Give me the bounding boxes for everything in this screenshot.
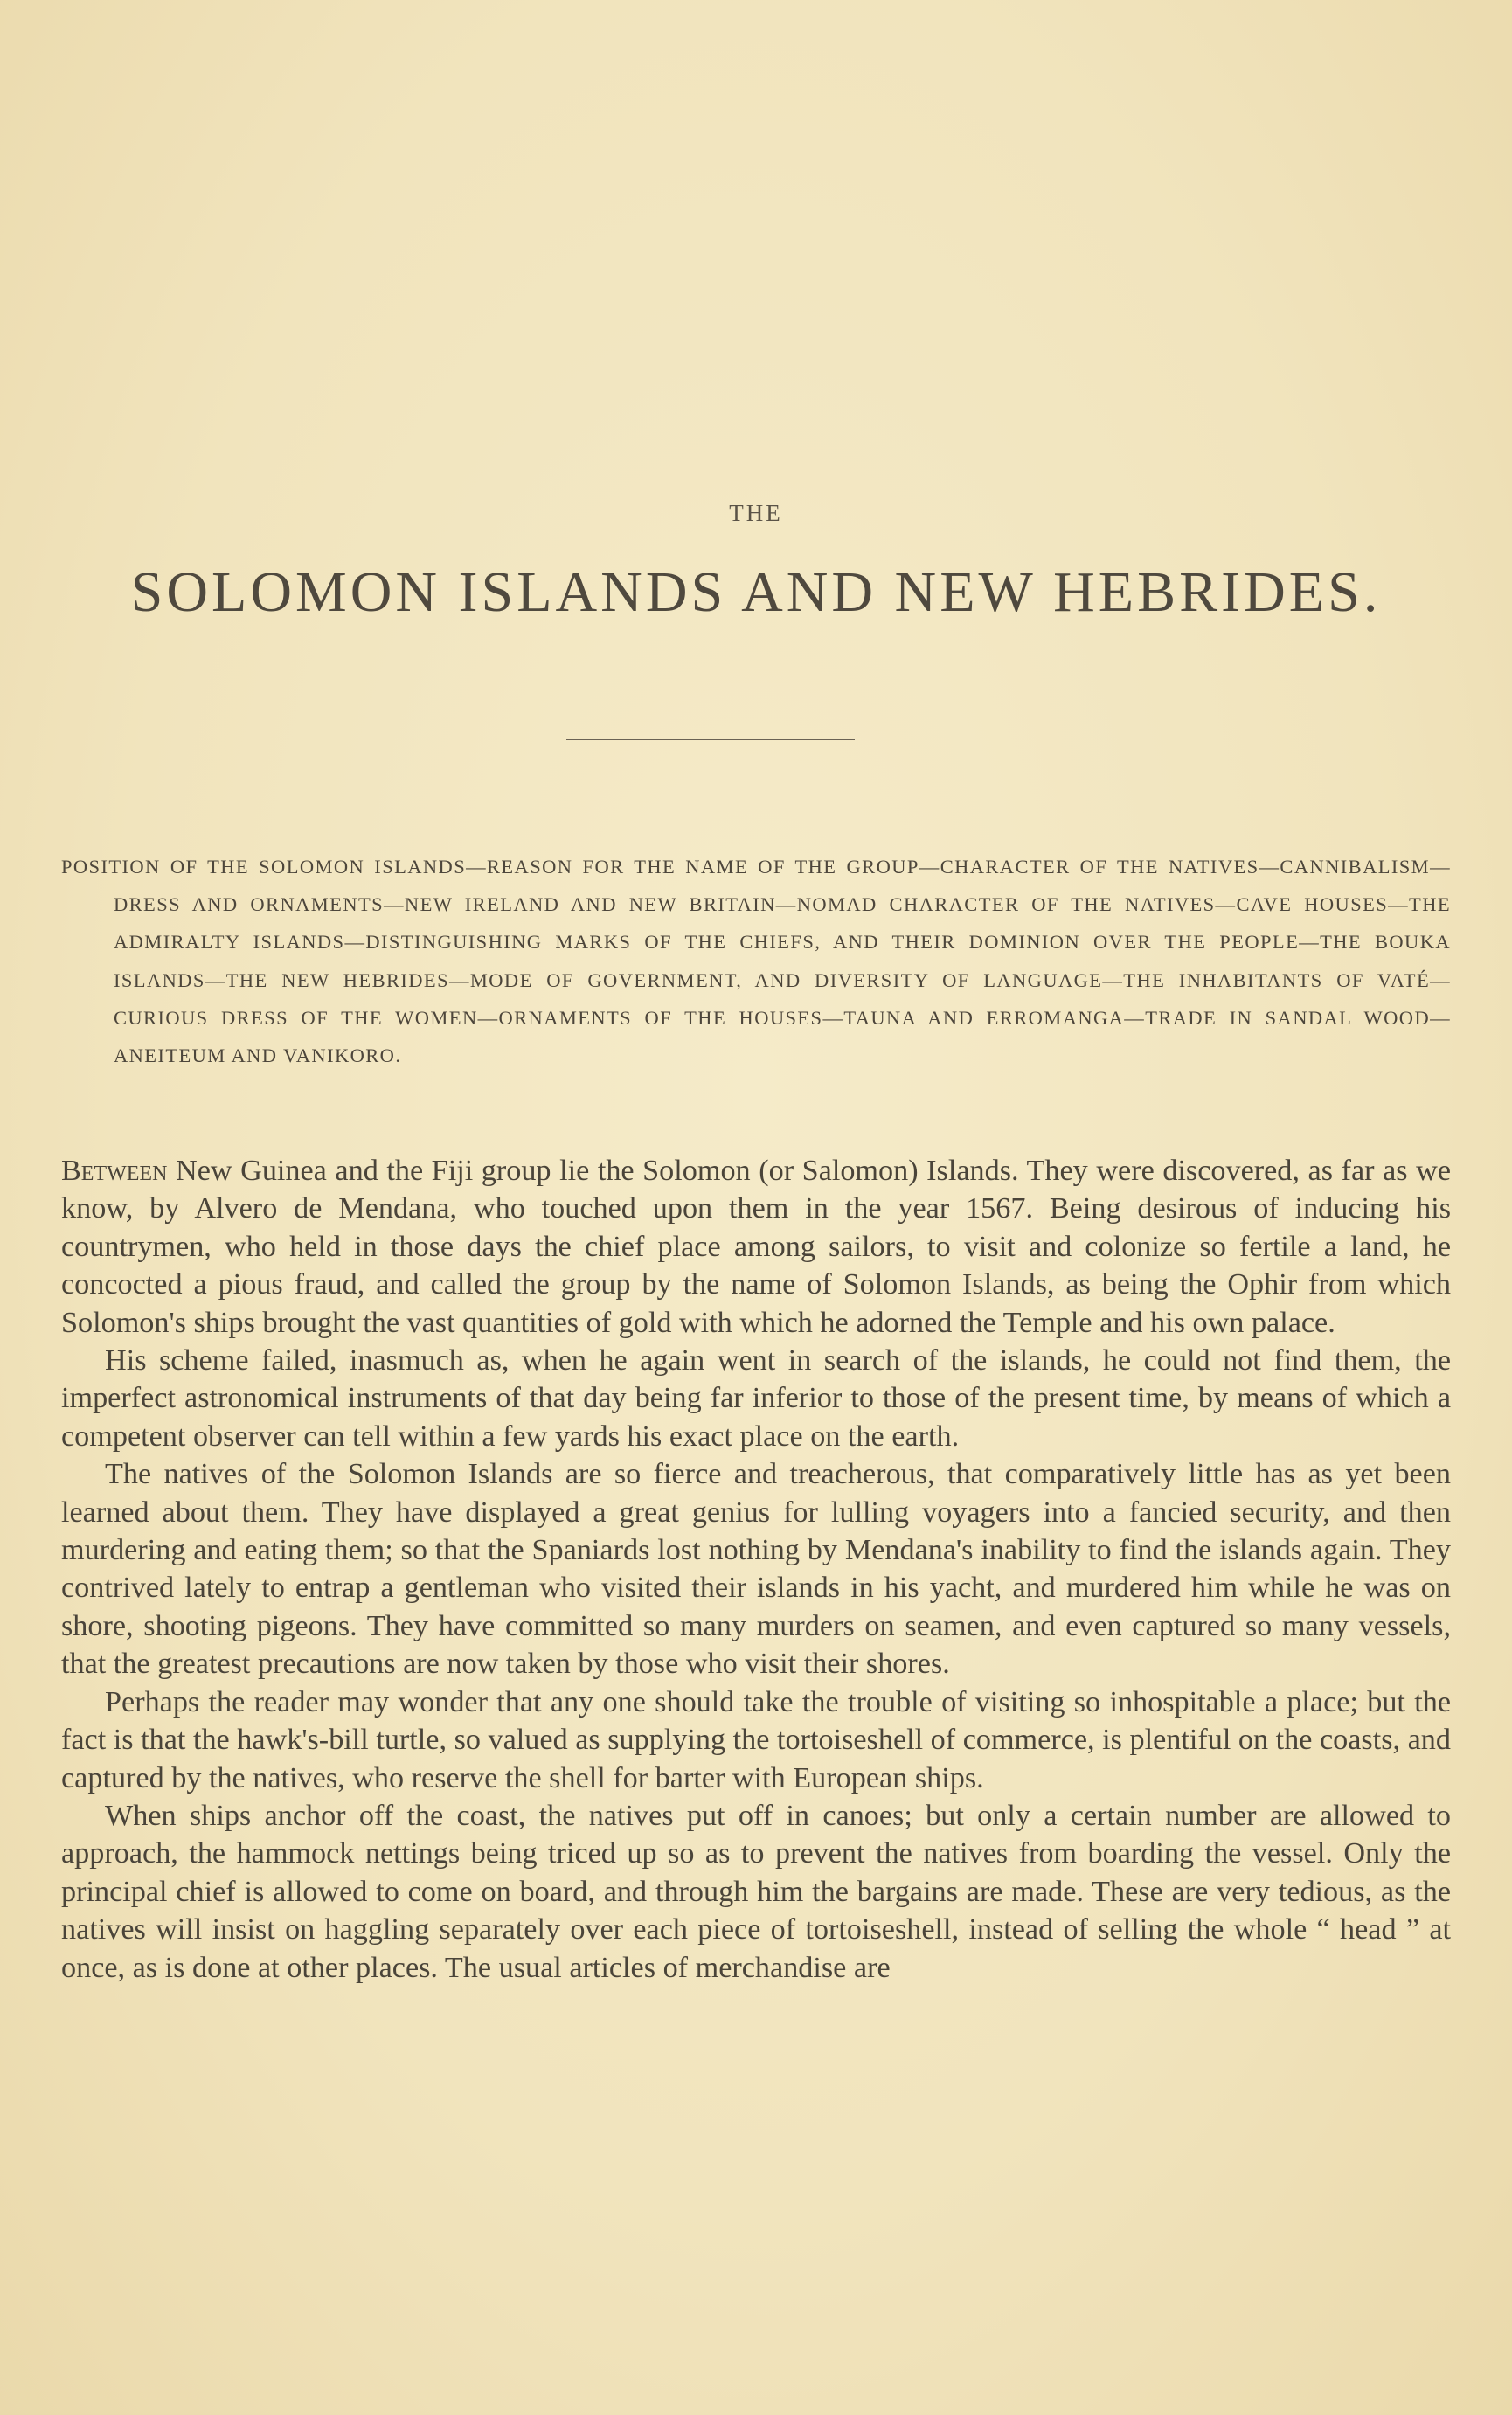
- paragraph-1-text: New Guinea and the Fiji group lie the Solomon (or Salomon) Islands. They were discovered, as far as we know, by Alvero de Mendana, who touched upon them in the year 1567. Being desirous of inducing his countrymen, who held in those days the chief place among sailors, to visit and colonize so fertile a land, he concocted a pious fraud, and called the group by the name of Solomon Islands, as being the Ophir from which Solomon's ships brought the vast quantities of gold with which he adorned the Temple and his own palace.: [61, 1155, 1451, 1339]
- chapter-synopsis: [61, 848, 1451, 1074]
- body-text: [61, 1152, 1451, 1987]
- lead-word: Between: [61, 1155, 168, 1187]
- title-rule: [566, 739, 855, 740]
- paragraph-1: [61, 1152, 1451, 1342]
- paragraph-2: His scheme failed, inasmuch as, when he again went in search of the islands, he could not find them, the imperfect astronomical instruments of that day being far inferior to those of the present time, by means of which a competent observer can tell within a few yards his exact place on the earth.: [61, 1344, 1451, 1453]
- paragraph-3: The natives of the Solomon Islands are so fierce and treacherous, that comparatively little has as yet been learned about them. They have displayed a great genius for lulling voyagers into a fancied security, and then murdering and eating them; so that the Spaniards lost nothing by Mendana's inability to find the islands again. They contrived lately to entrap a gentleman who visited their islands in his yacht, and murdered him while he was on shore, shooting pigeons. They have committed so many murders on seamen, and even captured so many vessels, that the greatest precautions are now taken by those who visit their shores.: [61, 1458, 1451, 1681]
- synopsis-text: POSITION OF THE SOLOMON ISLANDS—REASON FOR THE NAME OF THE GROUP—CHARACTER OF THE NATIVES—CANNIBALISM—DRESS AND ORNAMENTS—NEW IRELAND AND NEW BRITAIN—NOMAD CHARACTER OF THE NATIVES—CAVE HOUSES—THE ADMIRALTY ISLANDS—DISTINGUISHING MARKS OF THE CHIEFS, AND THEIR DOMINION OVER THE PEOPLE—THE BOUKA ISLANDS—THE NEW HEBRIDES—MODE OF GOVERNMENT, AND DIVERSITY OF LANGUAGE—THE INHABITANTS OF VATÉ—CURIOUS DRESS OF THE WOMEN—ORNAMENTS OF THE HOUSES—TAUNA AND ERROMANGA—TRADE IN SANDAL WOOD—ANEITEUM AND VANIKORO.: [61, 856, 1451, 1067]
- chapter-title: SOLOMON ISLANDS AND NEW HEBRIDES.: [130, 560, 1382, 624]
- paragraph-5: When ships anchor off the coast, the natives put off in canoes; but only a certain number are allowed to approach, the hammock nettings being triced up so as to prevent the natives from boarding the vessel. Only the principal chief is allowed to come on board, and through him the bargains are made. These are very tedious, as the natives will insist on haggling separately over each piece of tortoiseshell, instead of selling the whole “ head ” at once, as is done at other places. The usual articles of merchandise are: [61, 1799, 1451, 1984]
- paragraph-4: Perhaps the reader may wonder that any one should take the trouble of visiting so inhospitable a place; but the fact is that the hawk's-bill turtle, so valued as supplying the tortoiseshell of commerce, is plentiful on the coasts, and captured by the natives, who reserve the shell for barter with European ships.: [61, 1685, 1451, 1794]
- chapter-kicker: THE: [729, 500, 783, 526]
